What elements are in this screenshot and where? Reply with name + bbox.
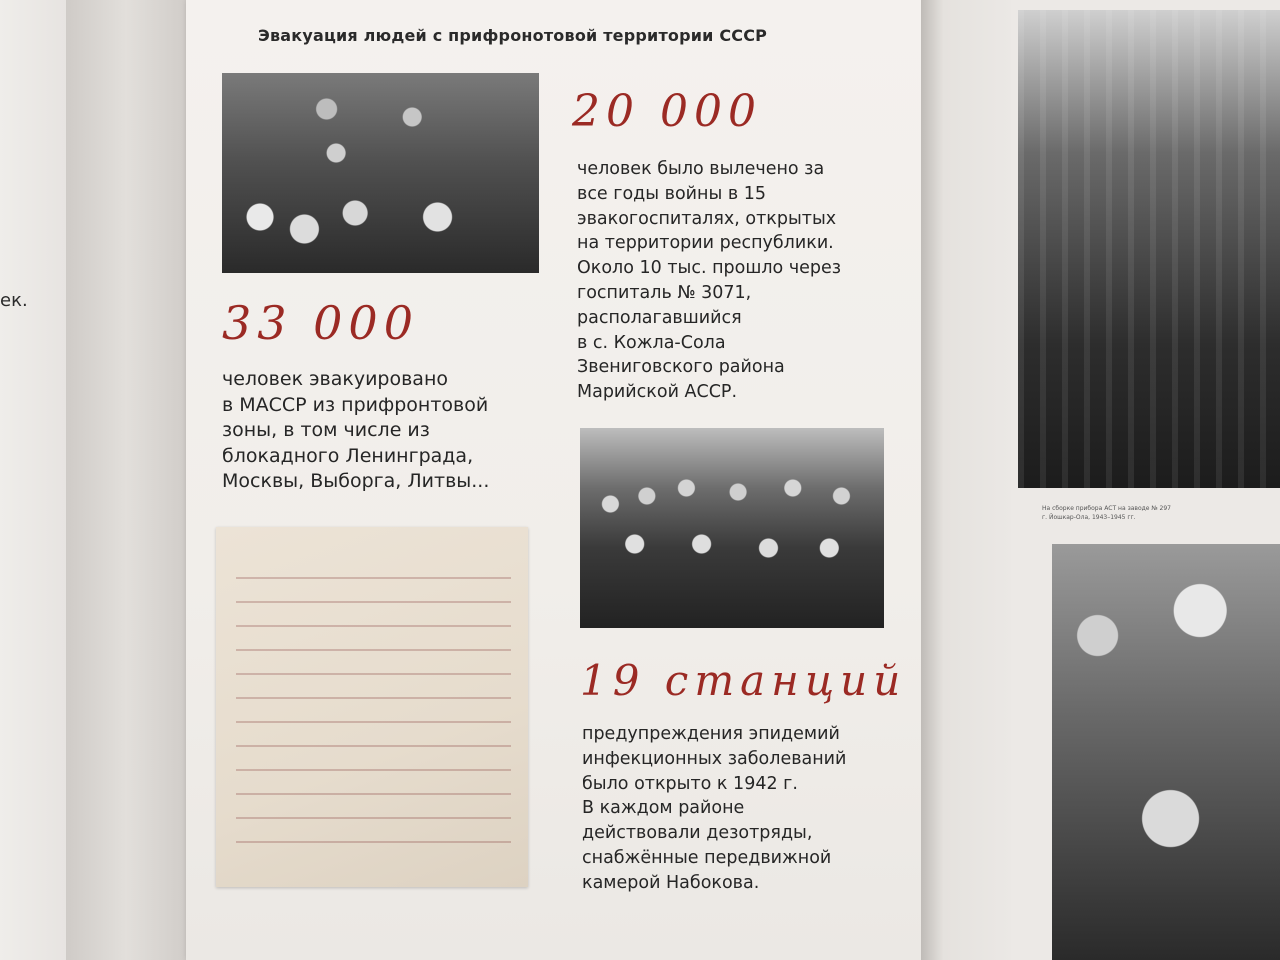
stat-text-stations: предупреждения эпидемий инфекционных заболеваний было открыто к 1942 г. В каждом районе действовали дезотряды, снабжённые передвижной камерой Набокова.: [582, 724, 847, 893]
handwriting-lines: [236, 555, 511, 865]
photo-hospital-group: [580, 428, 884, 628]
panel-title: Эвакуация людей с прифронотовой территории СССР: [258, 26, 768, 45]
stat-number-evacuated: 33 000: [222, 296, 419, 350]
wall-gap: [66, 0, 186, 960]
factory-photo-caption: На сборке прибора АСТ на заводе № 297 г. Йошкар-Ола, 1943–1945 гг.: [1042, 505, 1171, 521]
left-wall: [0, 0, 66, 960]
stat-number-treated: 20 000: [572, 86, 762, 137]
stat-text-evacuated: человек эвакуировано в МАССР из прифронтовой зоны, в том числе из блокадного Ленинграда, Москвы, Выборга, Литвы...: [222, 368, 490, 492]
left-panel-text-fragment: ек.: [0, 290, 28, 311]
stat-text-treated: человек было вылечено за все годы войны в 15 эвакогоспиталях, открытых на территории республики. Около 10 тыс. прошло через госпиталь № 3071, располагавшийся в с. Кожла-Сола Звениговского района Марийской АССР.: [577, 159, 842, 403]
photo-children-classroom: [222, 73, 539, 273]
handwritten-letter-document: [216, 527, 528, 887]
photo-factory-workers: [1052, 544, 1280, 960]
panel-edge-shadow: [921, 0, 1011, 960]
stat-number-stations: 19 станций: [580, 656, 907, 705]
photo-factory-assembly: [1018, 10, 1280, 488]
